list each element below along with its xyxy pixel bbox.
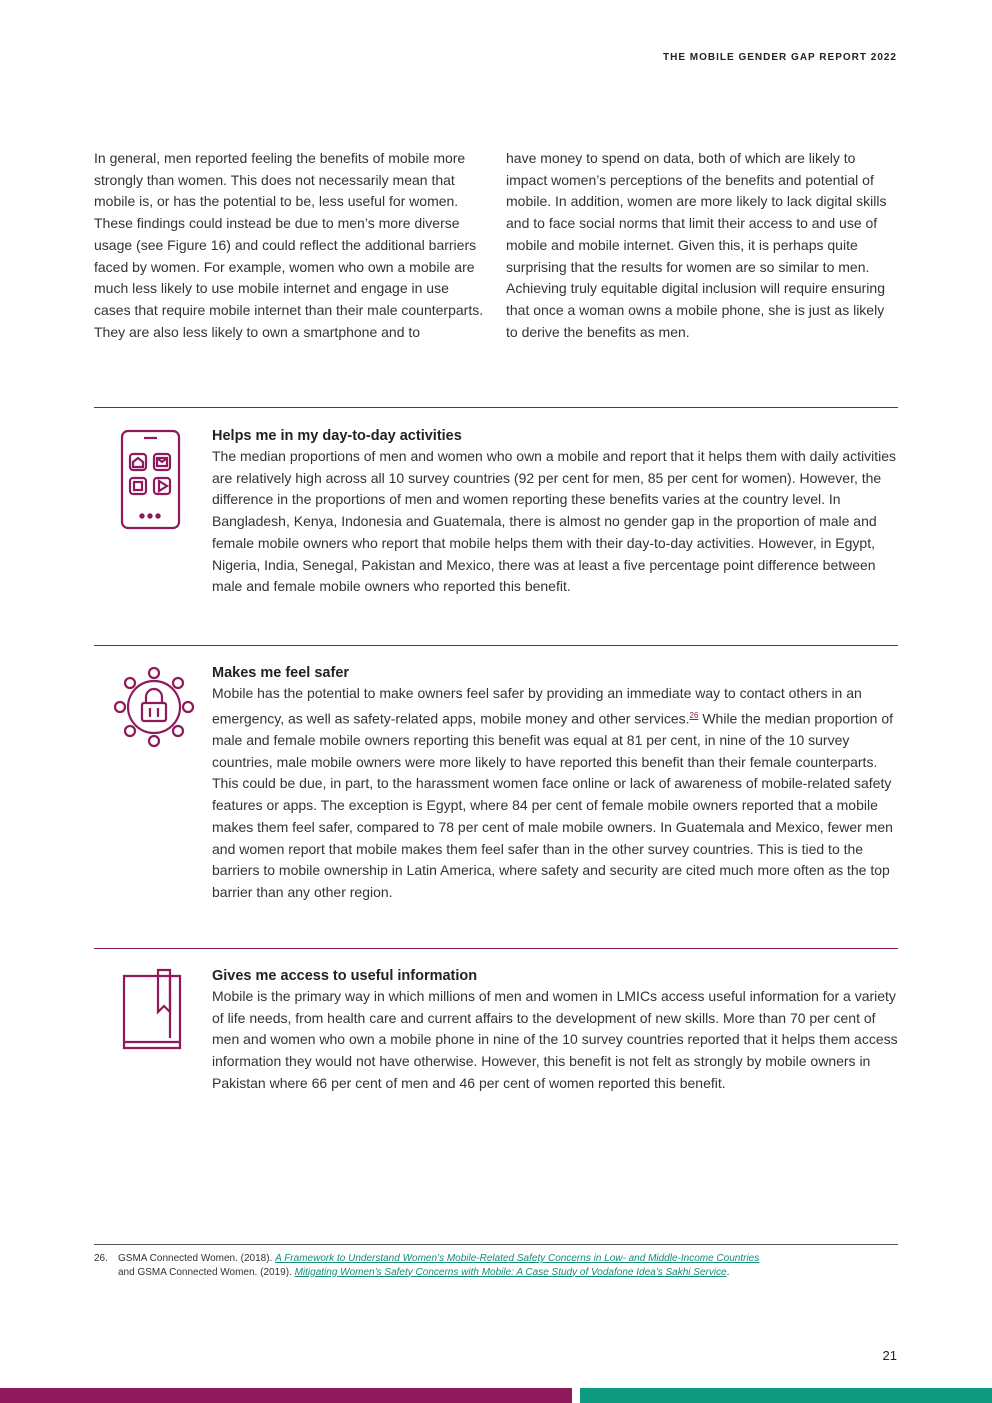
footer-bar-purple xyxy=(0,1388,572,1403)
footnote xyxy=(94,1252,898,1279)
section-body-part-a: Mobile has the potential to make owners feel safer by providing an immediate way to contact others in an emergency, as well as safety-related apps, mobile money and other services. xyxy=(212,685,862,727)
security-lock-network-icon xyxy=(112,665,188,765)
footnote-source1-prefix: GSMA Connected Women. (2018). xyxy=(118,1253,276,1264)
section-divider xyxy=(94,645,898,646)
intro-text xyxy=(94,148,898,343)
section-body-part-b: While the median proportion of male and female mobile owners reporting this benefit was equal at 81 per cent, in nine of the 10 survey countries, male mobile owners were more likely to have reported this benefit than their female counterparts. This could be due, in part, to the harassment women face online or lack of awareness of mobile-related safety features or apps. The exception is Egypt, where 84 per cent of female mobile owners reported that a mobile makes them feel safer, compared to 78 per cent of male mobile owners. In Guatemala and Mexico, fewer men and women report that mobile makes them feel safer than in the other survey countries. This is tied to the barriers to mobile ownership in Latin America, where safety and security are cited much more often as the top barrier than any other region. xyxy=(212,710,893,900)
footnote-source2-suffix: . xyxy=(726,1266,730,1278)
section-heading: Helps me in my day-to-day activities xyxy=(212,428,462,444)
page-number: 21 xyxy=(882,1348,897,1363)
footnote-number: 26. xyxy=(94,1253,108,1264)
footnote-link-1[interactable]: A Framework to Understand Women’s Mobile-Related Safety Concerns in Low- and Middle-Income Countries xyxy=(275,1253,760,1264)
book-bookmark-icon xyxy=(112,968,188,1068)
section-body xyxy=(212,683,898,904)
section-divider xyxy=(94,948,898,949)
footer-bar-green xyxy=(580,1388,992,1403)
section-body: The median proportions of men and women who own a mobile and report that it helps them with daily activities are relatively high across all 10 survey countries (92 per cent for men, 85 per cent for women). However, the difference in the proportions of men and women reporting these benefits varies at the country level. In Bangladesh, Kenya, Indonesia and Guatemala, there is almost no gender gap in the proportion of male and female mobile owners who report that mobile helps them with their day-to-day activities. However, in Egypt, Nigeria, India, Senegal, Pakistan and Mexico, there was at least a five percentage point difference between male and female mobile owners who reported this benefit. xyxy=(212,448,897,595)
intro-column-2: have money to spend on data, both of which are likely to impact women’s perceptions of the benefits and potential of mobile. In addition, women are more likely to lack digital skills and to face social norms that limit their access to and use of mobile and mobile internet. Given this, it is perhaps quite surprising that the results for women are so similar to men. Achieving truly equitable digital inclusion will require ensuring that once a woman owns a mobile phone, she is just as likely to derive the benefits as men. xyxy=(506,150,887,340)
section-heading: Makes me feel safer xyxy=(212,665,350,681)
section-body: Mobile is the primary way in which millions of men and women in LMICs access useful information for a variety of life needs, from health care and current affairs to the development of new skills. More than 70 per cent of men and women who own a mobile phone in nine of the 10 survey countries reported that it helps them access information they would not have otherwise. However, this benefit is not felt as strongly by mobile owners in Pakistan where 66 per cent of men and 46 per cent of women reported this benefit. xyxy=(212,988,898,1091)
footnote-divider xyxy=(94,1244,898,1245)
footnote-reference[interactable]: 26 xyxy=(689,710,699,720)
smartphone-apps-icon xyxy=(112,428,188,528)
footnote-source2-prefix: and GSMA Connected Women. (2019). xyxy=(118,1266,295,1278)
report-title: THE MOBILE GENDER GAP REPORT 2022 xyxy=(663,52,897,63)
section-divider xyxy=(94,407,898,408)
intro-column-1: In general, men reported feeling the benefits of mobile more strongly than women. This does not necessarily mean that mobile is, or has the potential to be, less useful for women. These findings could instead be due to men’s more diverse usage (see Figure 16) and could reflect the additional barriers faced by women. For example, women who own a mobile are much less likely to use mobile internet and engage in use cases that require mobile internet than their male counterparts. They are also less likely to own a smartphone and to xyxy=(94,150,484,340)
footnote-link-2[interactable]: Mitigating Women’s Safety Concerns with Mobile: A Case Study of Vodafone Idea’s Sakhi Service xyxy=(294,1266,727,1278)
section-heading: Gives me access to useful information xyxy=(212,968,478,984)
